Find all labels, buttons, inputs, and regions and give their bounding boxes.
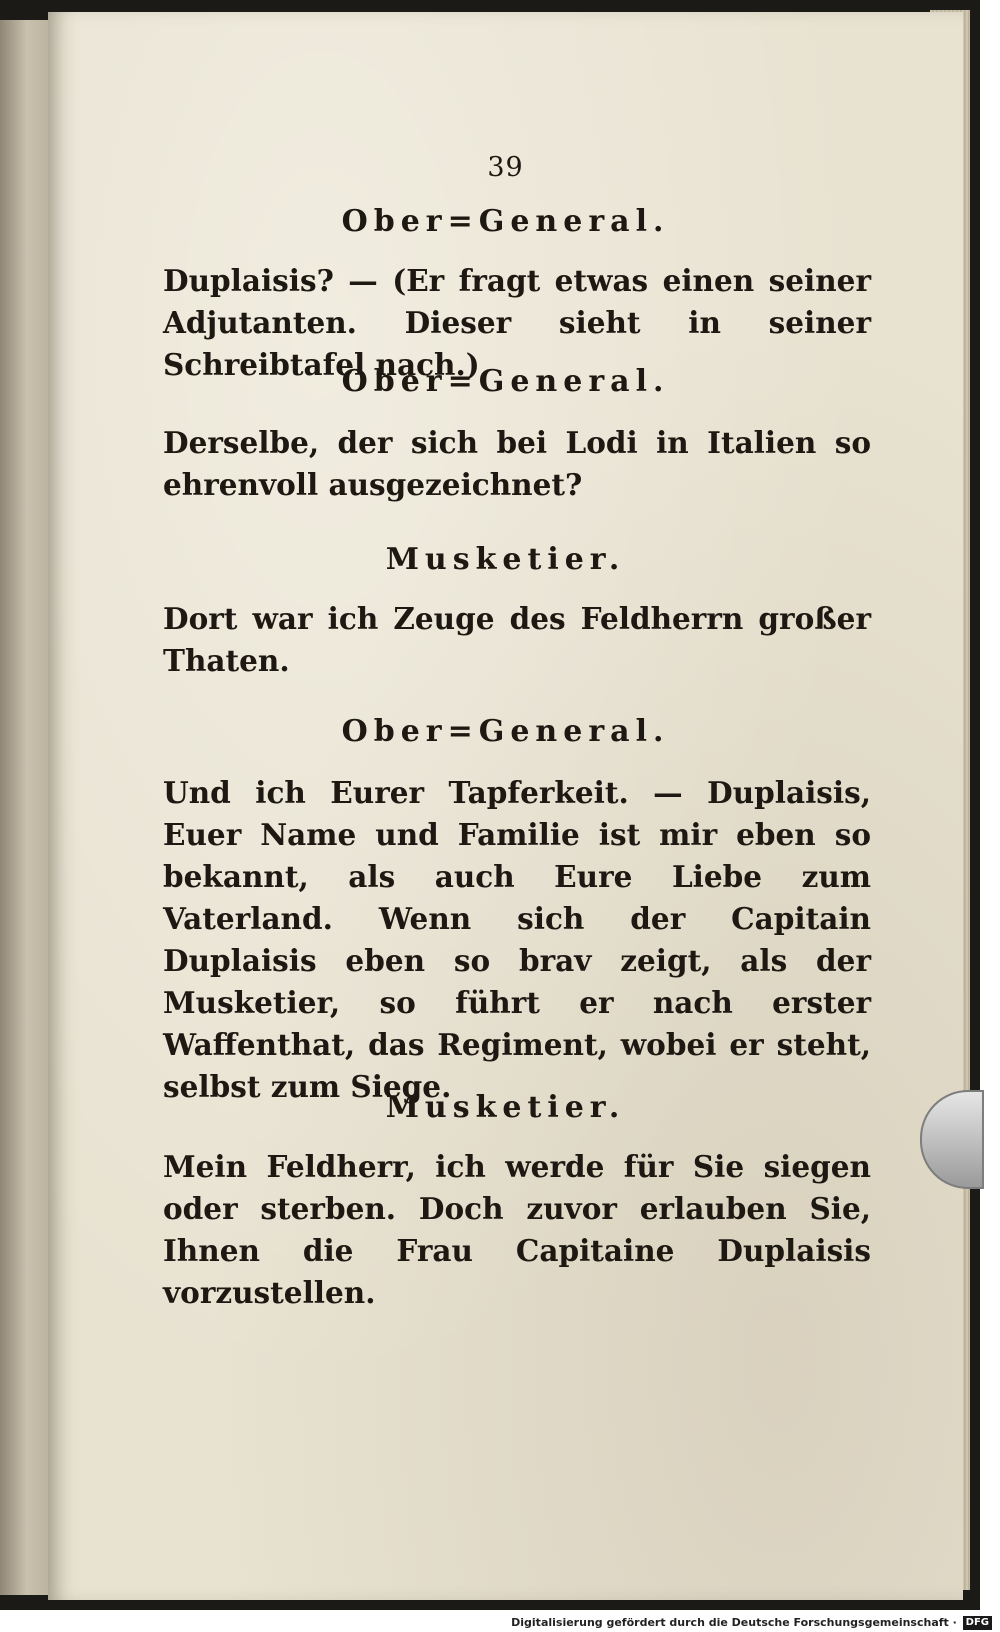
speaker-heading: Ober=General.	[341, 714, 670, 749]
speaker-heading: Ober=General.	[341, 204, 670, 239]
dialogue-paragraph: Und ich Eurer Tapferkeit. — Duplaisis, Euer Name und Familie ist mir eben so bekannt, als auch Eure Liebe zum Vaterland. Wenn sich der Capitain Duplaisis eben so brav zeigt, als der Musketier, so führt er nach erster Waffenthat, das Regiment, wobei er steht, selbst zum Siege.	[163, 775, 871, 1104]
speaker-heading: Musketier.	[385, 1090, 626, 1125]
page-number: 39	[487, 152, 524, 183]
dialogue-paragraph: Dort war ich Zeuge des Feldherrn großer Thaten.	[163, 601, 871, 678]
speaker-heading: Musketier.	[385, 542, 626, 577]
digitization-credit	[511, 1616, 992, 1630]
dialogue-paragraph: Mein Feldherr, ich werde für Sie siegen oder sterben. Doch zuvor erlauben Sie, Ihnen die Frau Capitaine Duplaisis vorzustellen.	[163, 1149, 871, 1310]
speaker-heading: Ober=General.	[341, 364, 670, 399]
dialogue-paragraph: Derselbe, der sich bei Lodi in Italien so ehrenvoll ausgezeichnet?	[163, 425, 871, 502]
credit-text: Digitalisierung gefördert durch die Deutsche Forschungsgemeinschaft ·	[511, 1616, 957, 1629]
dialogue-paragraph: Duplaisis? — (Er fragt etwas einen seiner Adjutanten. Dieser sieht in seiner Schreibtafel nach.)	[163, 263, 871, 382]
dfg-logo: DFG	[963, 1616, 992, 1630]
book-page	[48, 12, 963, 1600]
